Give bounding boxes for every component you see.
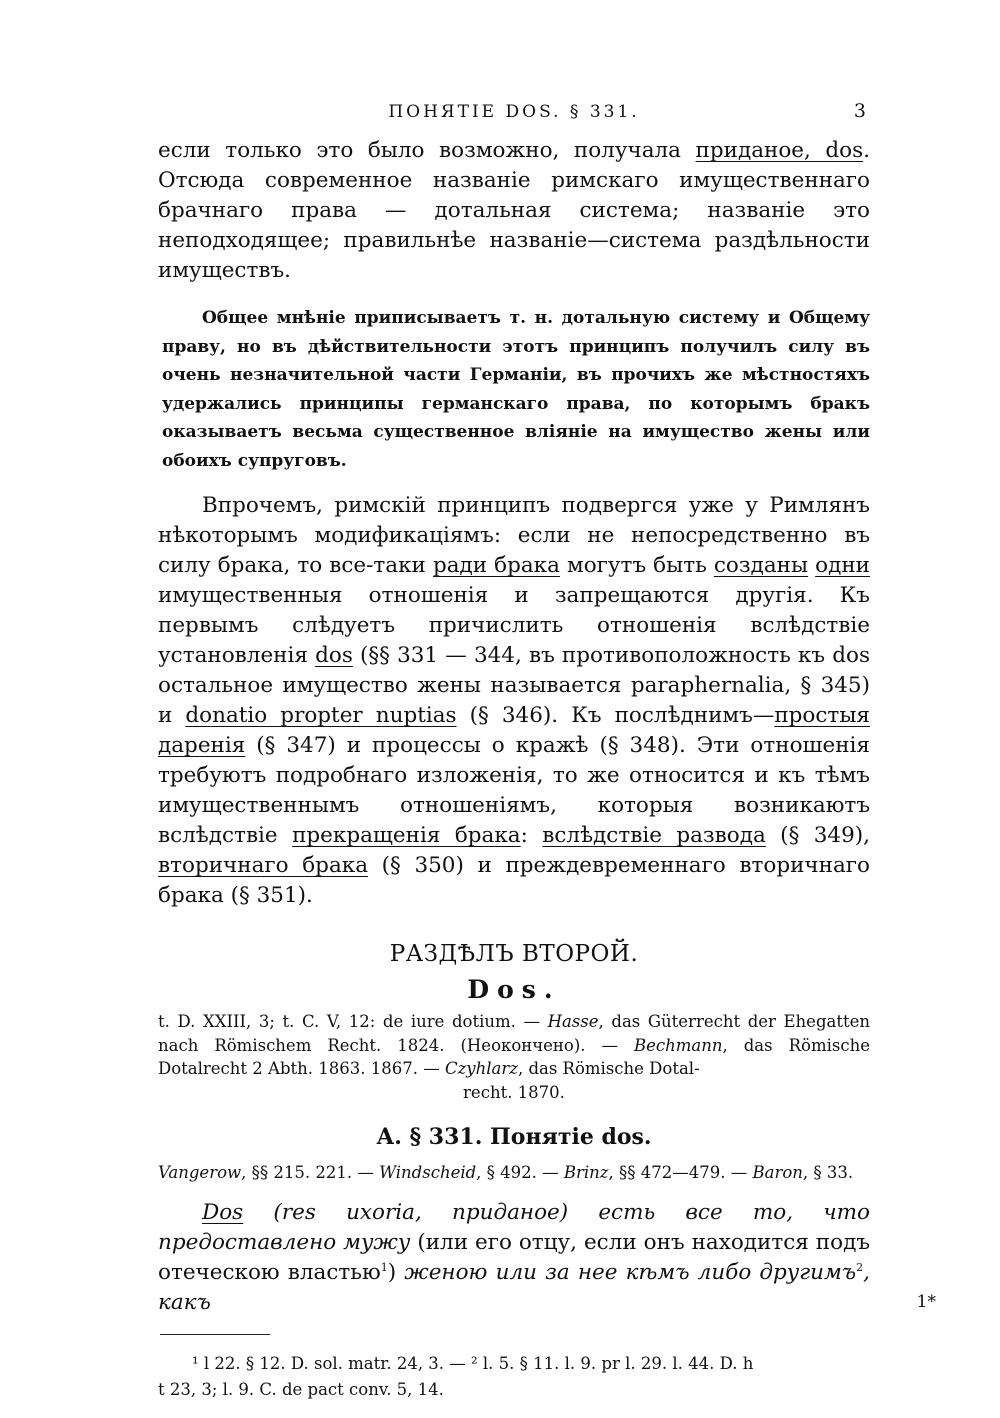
main-underline-3: одни (815, 553, 870, 578)
literature-part-2: , § 492. — (476, 1163, 564, 1182)
main-underline-5: donatio propter nuptias (185, 703, 457, 728)
bibliography (158, 1010, 870, 1104)
footnote-divider (160, 1334, 270, 1335)
main-underline-7: прекращенія брака (292, 823, 521, 848)
definition-italic-1: (res uxoria, приданое) есть все то, что предоставлено мужу (158, 1200, 870, 1255)
main-underline-9: вторичнаго брака (158, 853, 369, 878)
signature-mark: 1* (916, 1292, 936, 1312)
main-text-7: (§ 347) и процессы о кражѣ (§ 348). Эти отношенія требуютъ подробнаго изложенія, то же относится и къ тѣмъ имущественнымъ отношеніямъ, которыя возникаютъ вслѣдствіе (158, 733, 870, 848)
footnote-ref-1: 1 (380, 1260, 388, 1274)
main-paragraph (158, 491, 870, 911)
intro-text-1: если только это было возможно, получала (158, 138, 696, 163)
main-underline-2: созданы (713, 553, 809, 578)
literature-part-3: , §§ 472—479. — (608, 1163, 753, 1182)
definition-text-1: (или его отцу, если онъ находится подъ отеческою властью (158, 1230, 870, 1285)
page-header (158, 96, 870, 136)
literature-author-windscheid: Windscheid (379, 1163, 477, 1182)
literature-author-brinz: Brinz (563, 1163, 609, 1182)
footnote-ref-2: 2 (856, 1260, 864, 1274)
paragraph-heading: А. § 331. Понятіе dos. (376, 1124, 652, 1150)
main-text-2: могутъ быть (559, 553, 714, 578)
bibliography-part-4: , das Römische Dotal- (517, 1059, 700, 1078)
main-text-6: (§ 346). Къ послѣднимъ— (456, 703, 775, 728)
main-text-1: Впрочемъ, римскій принципъ подвергся уже у Римлянъ нѣкоторымъ модификаціямъ: если не непосредственно въ силу брака, то все-таки (158, 493, 870, 578)
main-text-8: : (520, 823, 543, 848)
footnotes (158, 1351, 870, 1403)
main-underline-1: ради брака (432, 553, 560, 578)
section-title: РАЗДѢЛЪ ВТОРОЙ. (389, 941, 639, 967)
definition-text-2: ) (387, 1260, 405, 1285)
intro-paragraph (158, 136, 870, 286)
footnote-line-2: t 23, 3; l. 9. C. de pact conv. 5, 14. (158, 1380, 444, 1399)
main-underline-4: dos (315, 643, 353, 668)
main-underline-6: простыя даренія (158, 703, 870, 758)
definition-term: Dos (202, 1200, 244, 1225)
literature-line (158, 1160, 870, 1186)
page (158, 96, 870, 1403)
section-subtitle: Dos. (467, 975, 561, 1004)
running-head: ПОНЯТІЕ DOS. § 331. (388, 102, 640, 122)
definition-italic-2: женою или за нее кѣмъ либо другимъ (404, 1260, 857, 1285)
main-text-4: имущественныя отношенія и запрещаются другія. Къ первымъ слѣдуетъ причислить отношенія вслѣдствіе установленія (158, 583, 870, 668)
page-number: 3 (853, 100, 866, 122)
bibliography-part-3: , das Römische Dotalrecht 2 Abth. 1863. 1867. — (158, 1035, 870, 1078)
main-underline-8: вслѣдствіе развода (542, 823, 766, 848)
bibliography-part-2: , das Güterrecht der Ehegatten nach Römischem Recht. 1824. (Неоконченo). — (158, 1012, 870, 1055)
definition-italic-3: , какъ (158, 1260, 870, 1315)
bibliography-author-bechmann: Bechmann (634, 1035, 723, 1055)
literature-part-1: , §§ 215. 221. — (241, 1163, 380, 1182)
bibliography-author-czyhlarz: Czyhlarz (444, 1059, 518, 1078)
main-text-10: (§ 350) и преждевременнаго вторичнаго брака (§ 351). (158, 853, 870, 908)
bibliography-author-hasse: Hasse (547, 1012, 599, 1031)
intro-underlined: приданое, dos (695, 138, 864, 163)
definition-paragraph (158, 1198, 870, 1318)
literature-author-vangerow: Vangerow (158, 1163, 242, 1182)
footnote-line-1: ¹ l 22. § 12. D. sol. matr. 24, 3. — ² l. 5. § 11. l. 9. pr l. 29. l. 44. D. h (192, 1354, 754, 1373)
intro-text-2: . Отсюда современное названіе римскаго имущественнаго брачнаго права — дотальная система; названіе это неподходящее; правильнѣе названіе—система раздѣльности имуществъ. (158, 138, 870, 283)
bibliography-text (158, 1010, 870, 1081)
literature-part-4: , § 33. (802, 1163, 854, 1182)
main-text-5: (§§ 331 — 344, въ противоположность къ dos остальное имущество жены называется paraphernalia, § 345) и (158, 643, 870, 728)
literature-author-baron: Baron (752, 1163, 803, 1182)
bibliography-last-line: recht. 1870. (463, 1082, 565, 1102)
main-text-9: (§ 349), (765, 823, 871, 848)
note-paragraph: Общее мнѣніе приписываетъ т. н. дотальную систему и Общему праву, но въ дѣйствительности этотъ принципъ получилъ силу въ очень незначительной части Германіи, въ прочихъ же мѣстностяхъ удержались принципы германскаго права, по которымъ бракъ оказываетъ весьма существенное вліяніе на имущество жены или обоихъ супруговъ. (162, 308, 870, 471)
bibliography-part-1: t. D. XXIII, 3; t. C. V, 12: de iure dotium. — (158, 1012, 548, 1031)
